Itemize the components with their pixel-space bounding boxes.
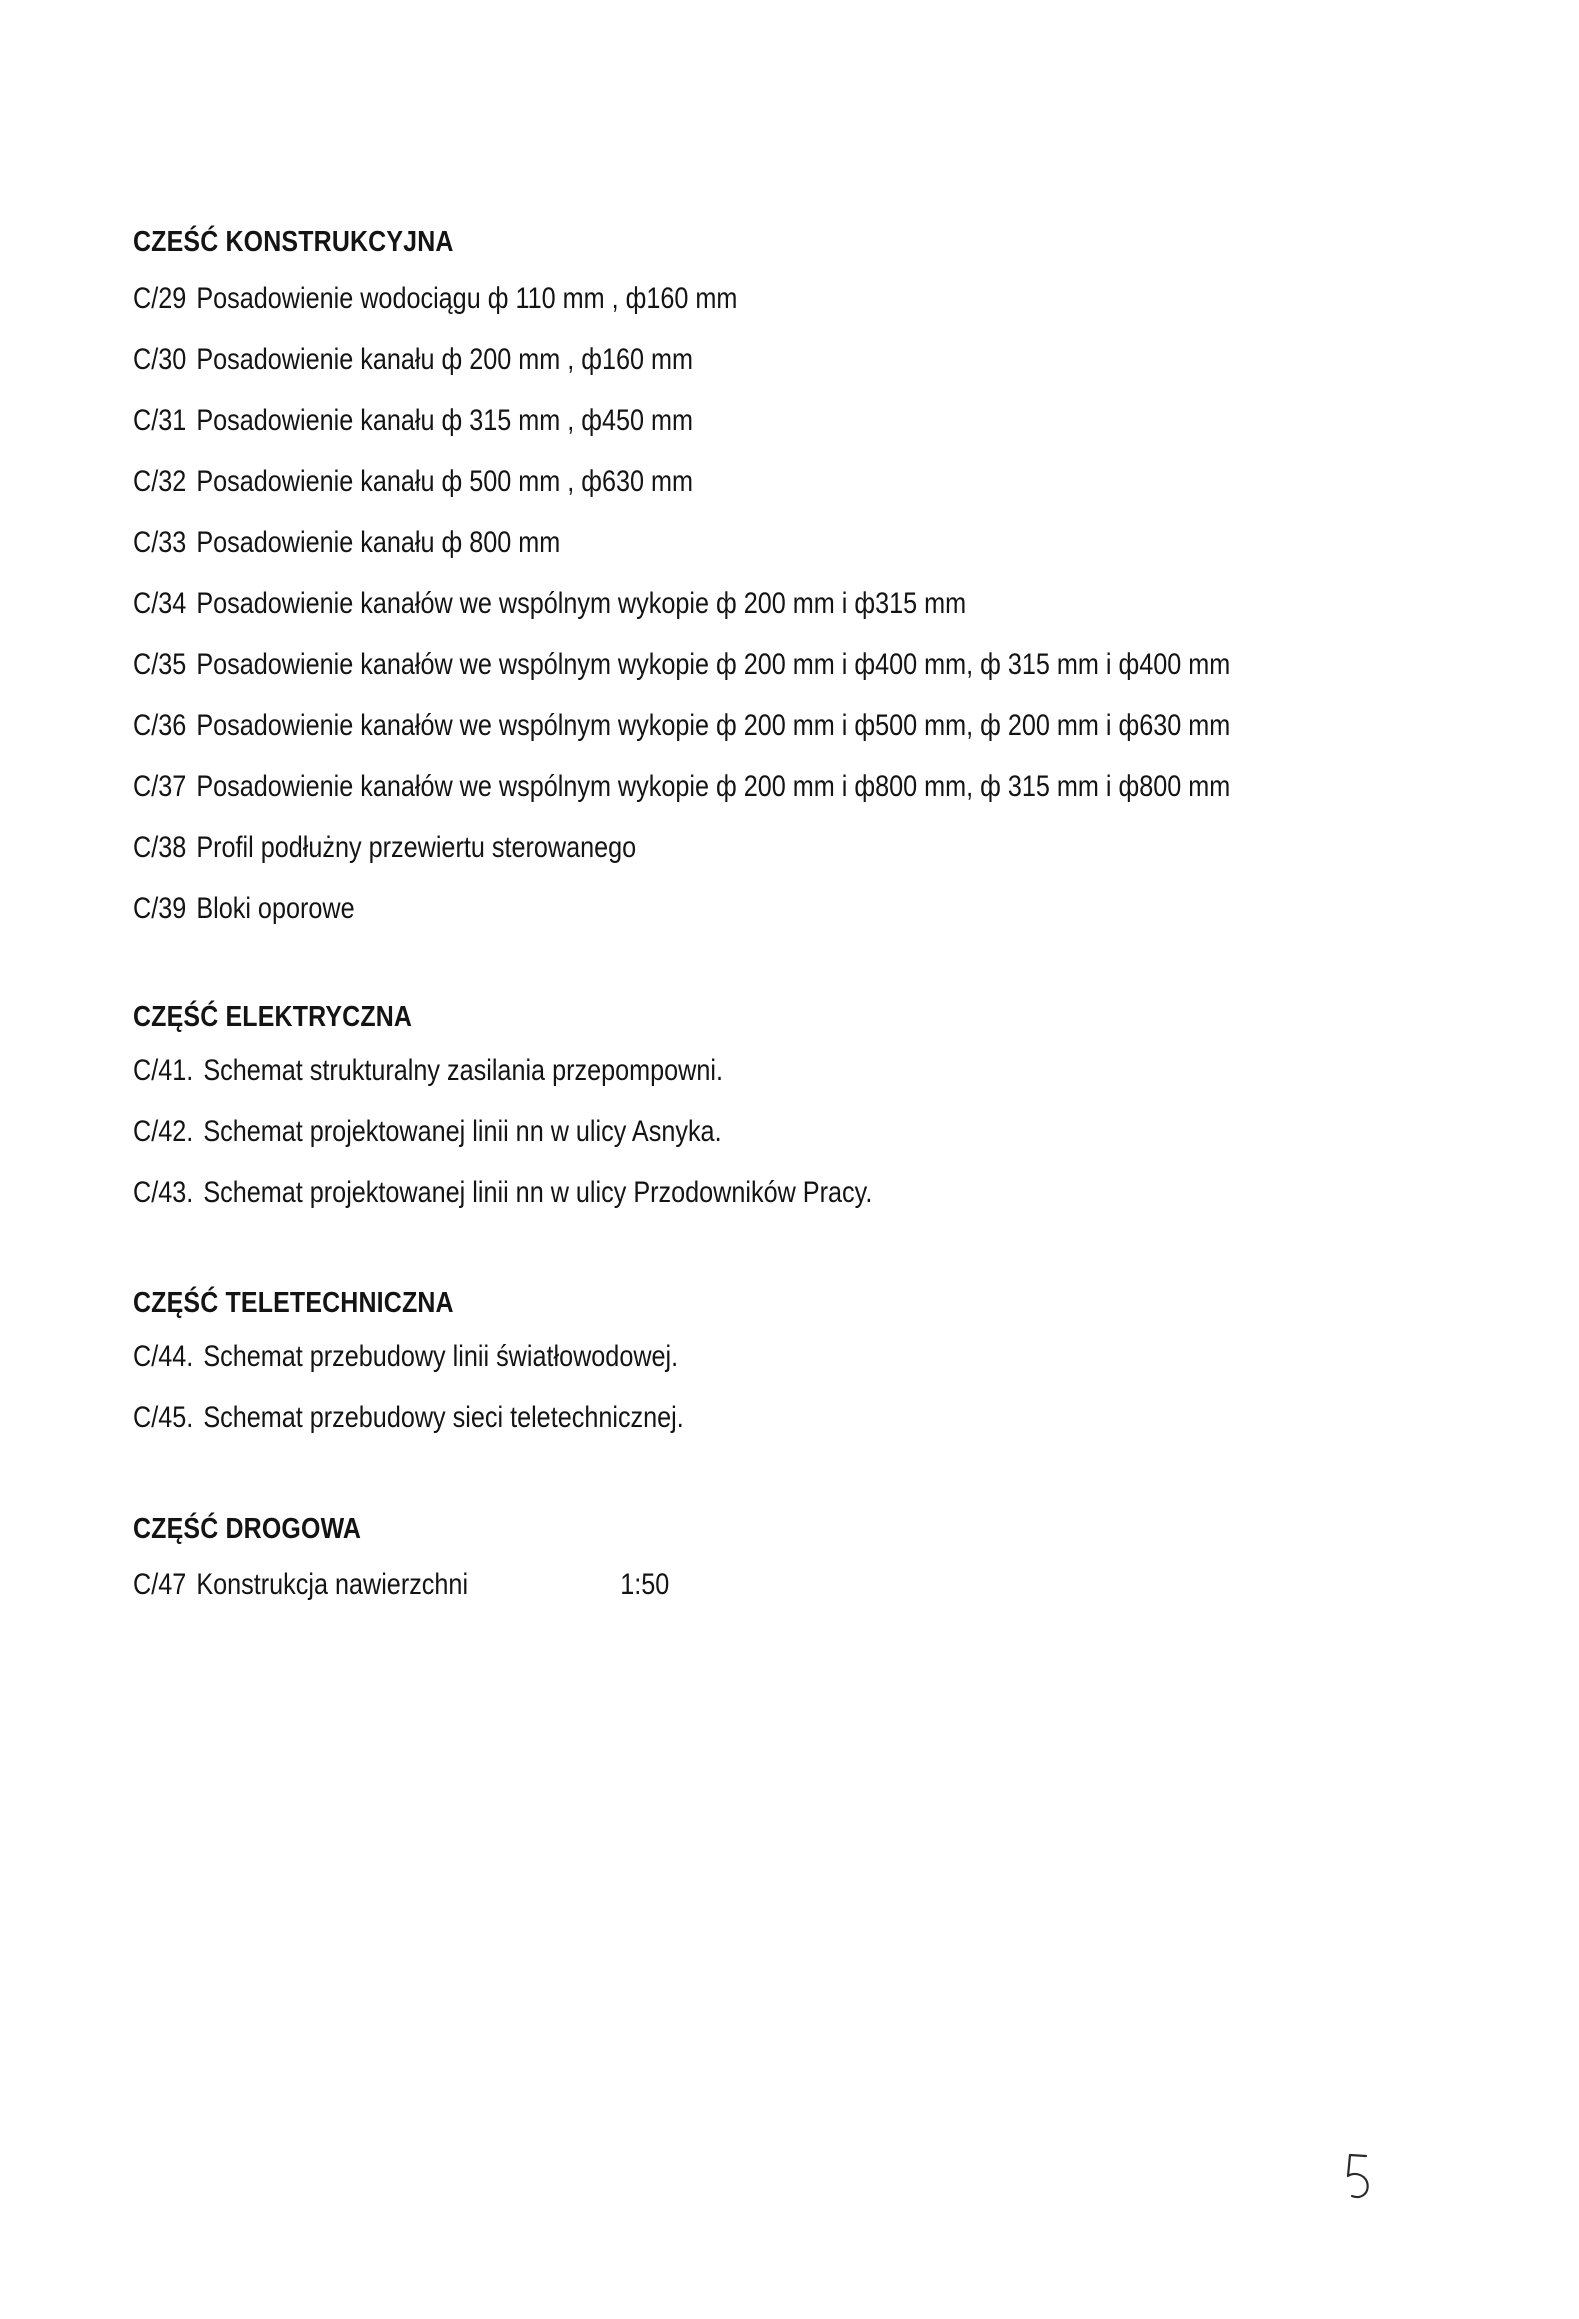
section-teletechniczna [133,1286,1433,1462]
drawing-scale: 1:50 [620,1568,670,1601]
drawing-title: Posadowienie kanałów we wspólnym wykopie ф 200 mm i ф315 mm [196,587,967,620]
drawing-list [133,1054,1433,1210]
drawing-title: Schemat strukturalny zasilania przepompowni. [203,1054,723,1087]
drawing-entry [133,892,1225,926]
drawing-title: Schemat przebudowy linii światłowodowej. [203,1340,679,1373]
drawing-code: C/32 [133,465,187,498]
drawing-title: Schemat projektowanej linii nn w ulicy Przodowników Pracy. [203,1176,873,1209]
drawing-code: C/33 [133,526,187,559]
drawing-code: C/47 [133,1568,187,1601]
drawing-list [133,1340,1433,1435]
drawing-entry [133,709,1231,743]
section-drogowa [133,1512,1433,1629]
drawing-code: C/39 [133,892,187,925]
drawing-entry [133,404,1225,438]
drawing-entry [133,831,1225,865]
drawing-entry [133,343,1225,377]
drawing-title: Posadowienie kanałów we wspólnym wykopie ф 200 mm i ф400 mm, ф 315 mm i ф400 mm [196,648,1231,681]
drawing-title: Posadowienie kanału ф 500 mm , ф630 mm [196,465,694,498]
drawing-code: C/44. [133,1340,194,1373]
section-title: CZĘŚĆ DROGOWA [133,1513,362,1545]
drawing-code: C/30 [133,343,187,376]
drawing-entry [133,465,1225,499]
section-title: CZEŚĆ KONSTRUKCYJNA [133,226,454,258]
drawing-code: C/41. [133,1054,194,1087]
drawing-title: Posadowienie kanału ф 200 mm , ф160 mm [196,343,694,376]
drawing-entry [133,587,1225,621]
drawing-code: C/29 [133,282,187,315]
drawing-code: C/31 [133,404,187,437]
drawing-code: C/37 [133,770,187,803]
drawing-entry [133,526,1225,560]
drawing-entry [133,1340,1225,1374]
drawing-entry [133,770,1231,804]
drawing-title: Posadowienie kanału ф 315 mm , ф450 mm [196,404,694,437]
drawing-title: Posadowienie kanału ф 800 mm [196,526,561,559]
section-title: CZĘŚĆ TELETECHNICZNA [133,1287,454,1319]
page-number-glyph [1340,2150,1380,2206]
drawing-title: Profil podłużny przewiertu sterowanego [196,831,637,864]
drawing-code: C/43. [133,1176,194,1209]
drawing-code: C/38 [133,831,187,864]
drawing-title: Posadowienie kanałów we wspólnym wykopie ф 200 mm i ф800 mm, ф 315 mm i ф800 mm [196,770,1231,803]
drawing-code: C/45. [133,1401,194,1434]
section-konstrukcyjna [133,225,1433,953]
drawing-list [133,1568,1433,1602]
drawing-entry [133,1054,1225,1088]
section-elektryczna [133,1000,1433,1237]
drawing-title: Posadowienie kanałów we wspólnym wykopie ф 200 mm i ф500 mm, ф 200 mm i ф630 mm [196,709,1231,742]
drawing-entry [133,1568,1225,1602]
drawing-title: Posadowienie wodociągu ф 110 mm , ф160 mm [196,282,738,315]
drawing-list [133,282,1433,926]
drawing-code: C/36 [133,709,187,742]
section-title: CZĘŚĆ ELEKTRYCZNA [133,1001,413,1033]
drawing-code: C/42. [133,1115,194,1148]
drawing-code: C/34 [133,587,187,620]
drawing-title: Schemat przebudowy sieci teletechnicznej. [203,1401,684,1434]
drawing-title: Schemat projektowanej linii nn w ulicy Asnyka. [203,1115,722,1148]
drawing-code: C/35 [133,648,187,681]
drawing-entry [133,282,1225,316]
handwritten-page-number [1340,2150,1380,2206]
drawing-title: Konstrukcja nawierzchni [196,1568,469,1601]
drawing-entry [133,1401,1225,1435]
drawing-entry [133,1176,1225,1210]
drawing-title: Bloki oporowe [196,892,355,925]
drawing-entry [133,1115,1225,1149]
drawing-entry [133,648,1231,682]
